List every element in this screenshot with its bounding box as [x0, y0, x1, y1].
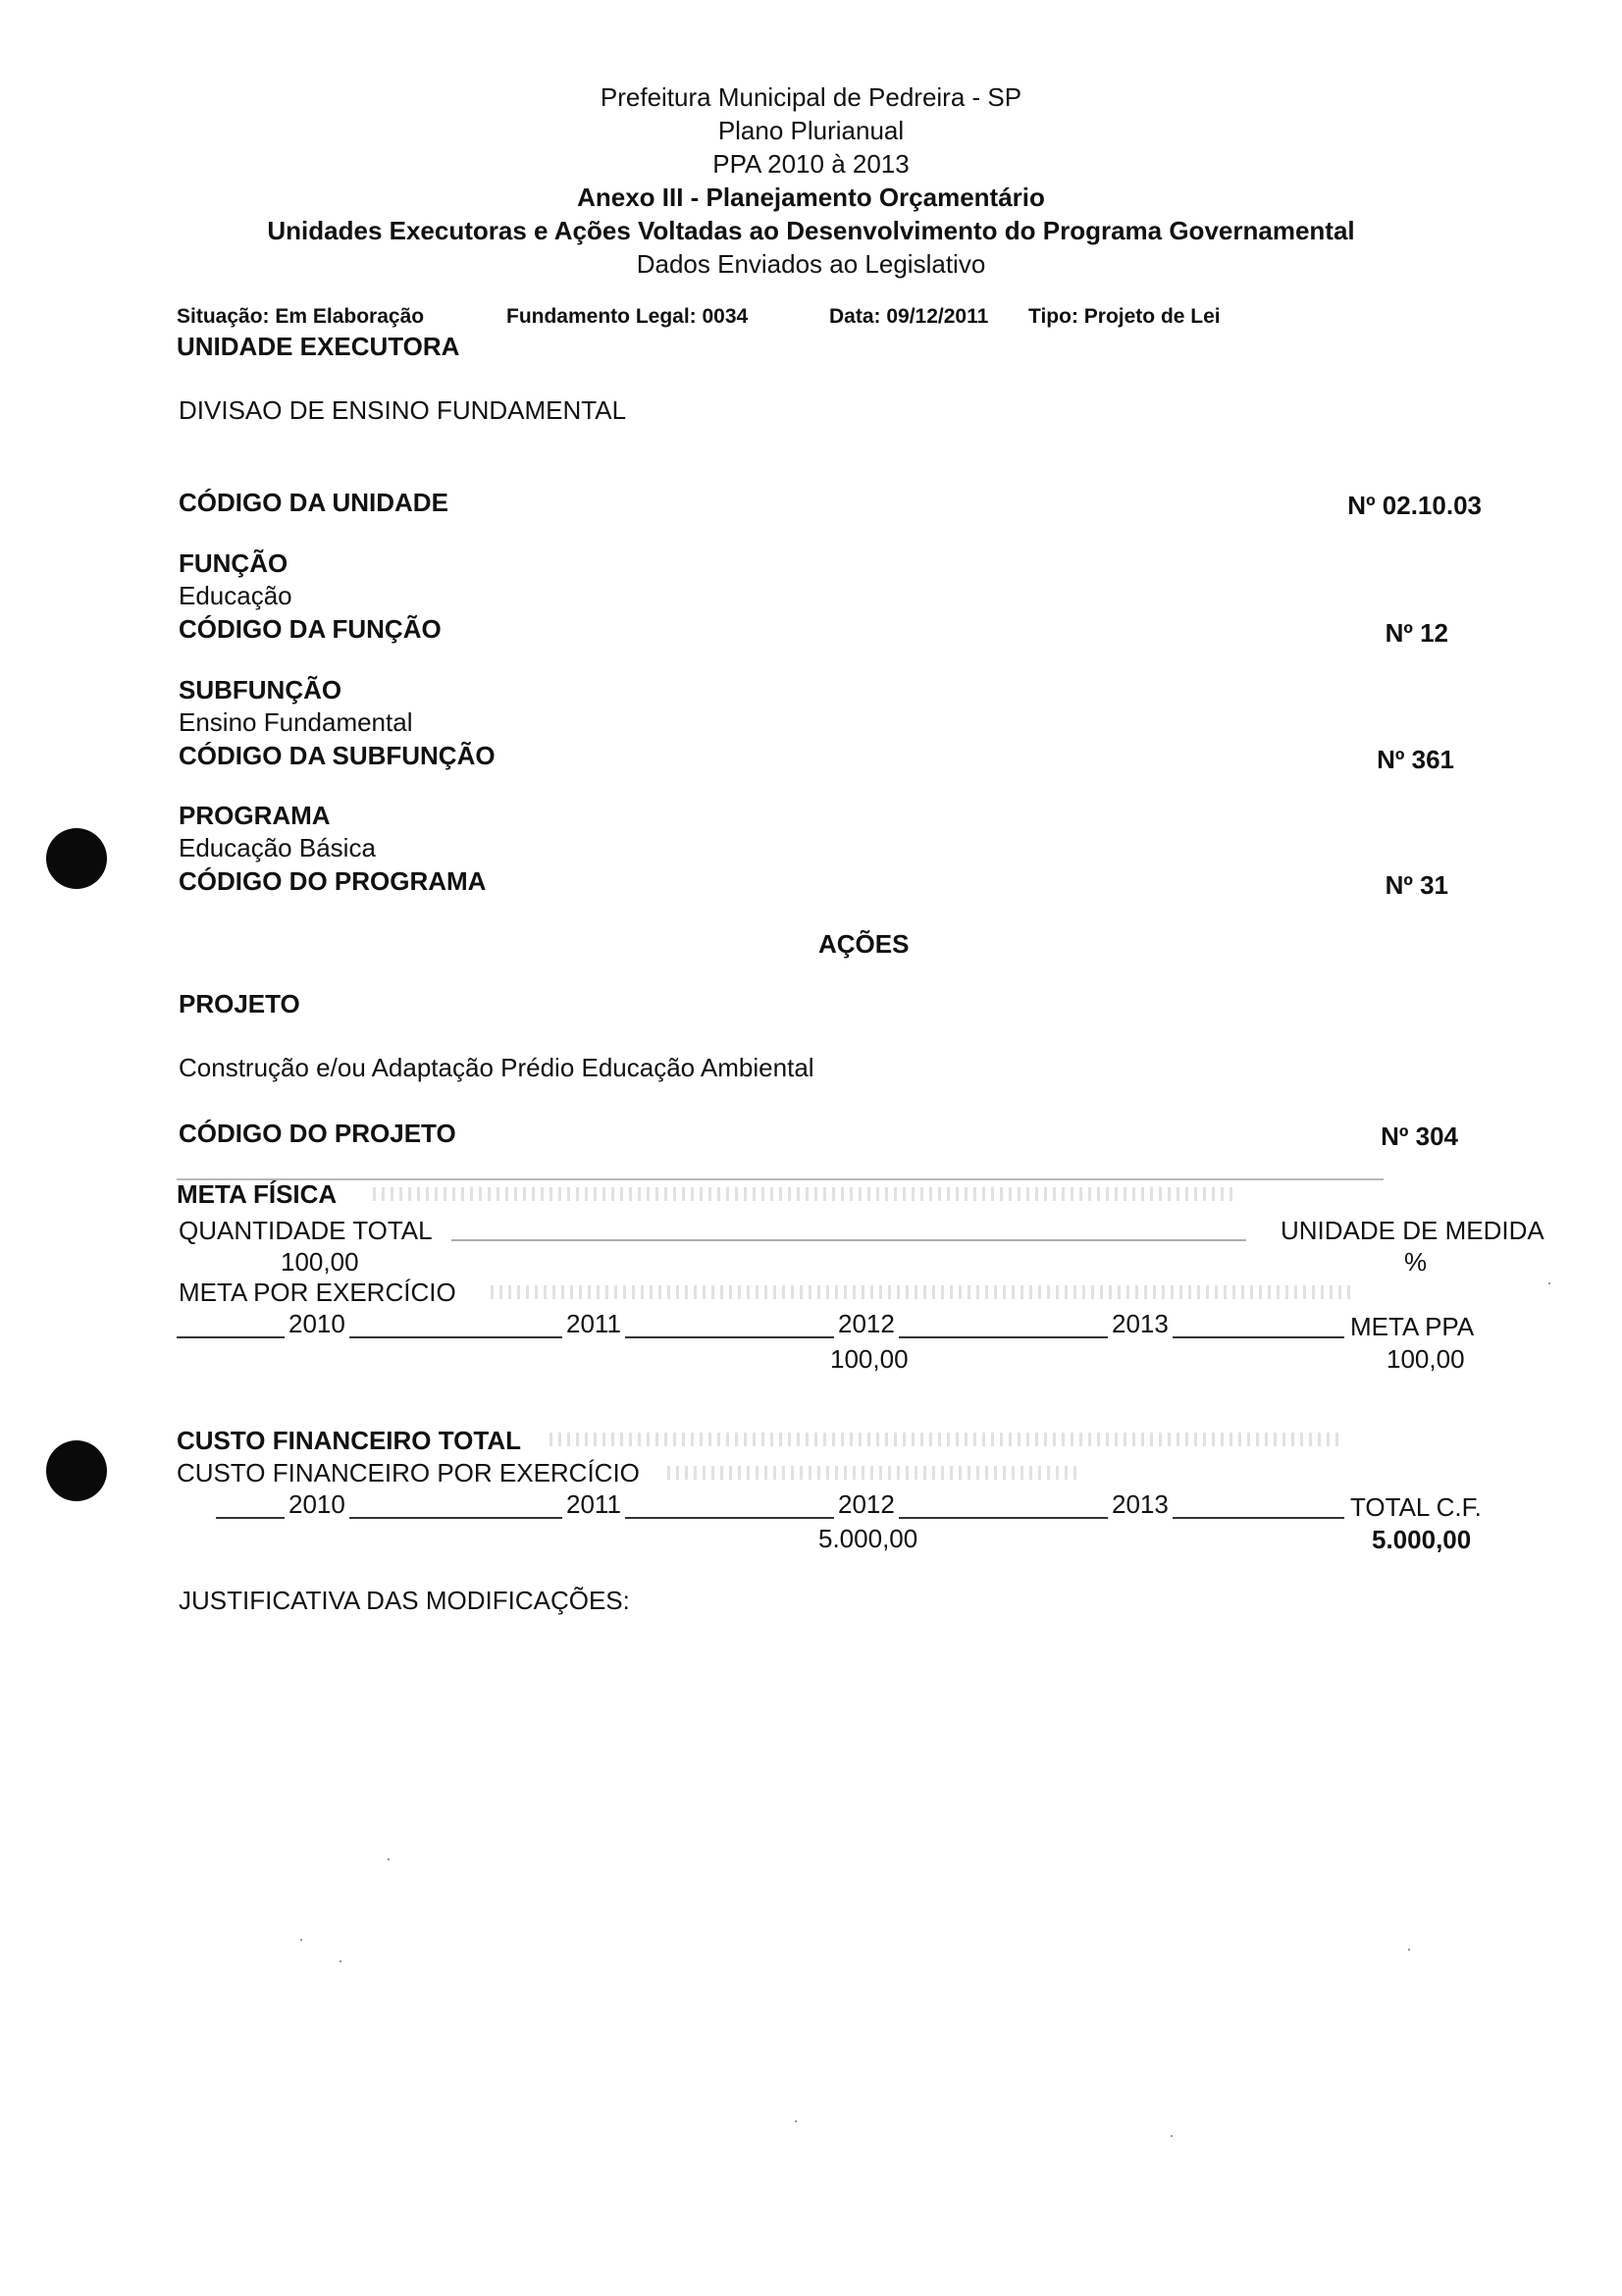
- scan-speck: [340, 1960, 341, 1962]
- custo-years-rule: [216, 1517, 1344, 1519]
- meta-year-2012: 2012: [834, 1309, 899, 1339]
- header-plan: Plano Plurianual: [717, 116, 905, 145]
- projeto-code: Nº 304: [1381, 1122, 1458, 1151]
- header-status: Dados Enviados ao Legislativo: [636, 249, 986, 279]
- meta-year-2011: 2011: [562, 1309, 625, 1339]
- custo-total-value: 5.000,00: [1372, 1525, 1472, 1554]
- programa-heading: PROGRAMA: [179, 801, 331, 830]
- quantidade-dashes: [451, 1239, 1246, 1241]
- subfuncao-code: Nº 361: [1377, 745, 1454, 774]
- data-label: Data: 09/12/2011: [829, 305, 989, 328]
- unidade-name: DIVISAO DE ENSINO FUNDAMENTAL: [179, 395, 627, 425]
- custo-year-2011: 2011: [562, 1489, 625, 1520]
- subfuncao-name: Ensino Fundamental: [179, 707, 413, 737]
- unidade-medida-label: UNIDADE DE MEDIDA: [1281, 1216, 1544, 1245]
- meta-top-rule: [177, 1178, 1384, 1180]
- custo-heading: CUSTO FINANCEIRO TOTAL: [177, 1426, 521, 1455]
- scan-speck: [388, 1858, 390, 1860]
- scan-speck: [1408, 1949, 1410, 1951]
- meta-year-2010: 2010: [285, 1309, 349, 1339]
- meta-heading: META FÍSICA: [177, 1179, 338, 1209]
- funcao-name: Educação: [179, 581, 292, 610]
- programa-name: Educação Básica: [179, 833, 376, 862]
- unidade-heading: UNIDADE EXECUTORA: [177, 332, 460, 361]
- meta-value-2012: 100,00: [830, 1344, 909, 1374]
- projeto-name: Construção e/ou Adaptação Prédio Educação Ambiental: [179, 1053, 814, 1082]
- projeto-code-label: CÓDIGO DO PROJETO: [179, 1119, 456, 1148]
- meta-ppa-label: META PPA: [1346, 1312, 1478, 1342]
- justificativa-label: JUSTIFICATIVA DAS MODIFICAÇÕES:: [179, 1586, 630, 1615]
- fundamento-label: Fundamento Legal: 0034: [506, 305, 749, 328]
- punch-hole-top: [46, 828, 107, 889]
- unidade-code: Nº 02.10.03: [1347, 491, 1482, 520]
- punch-hole-bottom: [46, 1440, 107, 1501]
- header-municipality: Prefeitura Municipal de Pedreira - SP: [600, 82, 1022, 112]
- subfuncao-heading: SUBFUNÇÃO: [179, 675, 342, 704]
- projeto-heading: PROJETO: [179, 989, 300, 1018]
- custo-year-2013: 2013: [1108, 1489, 1173, 1520]
- funcao-code-label: CÓDIGO DA FUNÇÃO: [179, 614, 442, 644]
- funcao-heading: FUNÇÃO: [179, 548, 288, 578]
- scan-noise: [373, 1187, 1236, 1201]
- header-subtitle: Unidades Executoras e Ações Voltadas ao Desenvolvimento do Programa Governamental: [267, 216, 1355, 245]
- custo-total-label: TOTAL C.F.: [1346, 1492, 1486, 1523]
- header-annex: Anexo III - Planejamento Orçamentário: [577, 183, 1045, 212]
- custo-year-2010: 2010: [285, 1489, 349, 1520]
- programa-code-label: CÓDIGO DO PROGRAMA: [179, 866, 487, 896]
- meta-ppa-value: 100,00: [1387, 1344, 1465, 1374]
- custo-year-2012: 2012: [834, 1489, 899, 1520]
- meta-year-2013: 2013: [1108, 1309, 1173, 1339]
- scan-noise: [491, 1285, 1354, 1299]
- situacao-label: Situação: Em Elaboração: [177, 305, 425, 328]
- quantidade-label: QUANTIDADE TOTAL: [179, 1216, 433, 1245]
- unidade-code-label: CÓDIGO DA UNIDADE: [179, 488, 448, 517]
- scan-speck: [1548, 1282, 1550, 1284]
- scan-noise: [549, 1433, 1344, 1446]
- scan-noise: [667, 1466, 1079, 1480]
- programa-code: Nº 31: [1385, 870, 1448, 900]
- quantidade-value: 100,00: [281, 1247, 359, 1277]
- meta-por-exercicio-label: META POR EXERCÍCIO: [179, 1278, 456, 1307]
- custo-value-2012: 5.000,00: [818, 1524, 918, 1553]
- funcao-code: Nº 12: [1385, 618, 1448, 648]
- subfuncao-code-label: CÓDIGO DA SUBFUNÇÃO: [179, 741, 496, 770]
- scan-speck: [795, 2120, 797, 2122]
- scan-speck: [1171, 2135, 1173, 2137]
- acoes-heading: AÇÕES: [818, 929, 910, 959]
- scan-speck: [300, 1939, 302, 1941]
- custo-por-exercicio-label: CUSTO FINANCEIRO POR EXERCÍCIO: [177, 1458, 640, 1487]
- tipo-label: Tipo: Projeto de Lei: [1028, 305, 1221, 328]
- header-period: PPA 2010 à 2013: [712, 149, 910, 179]
- unidade-medida-value: %: [1404, 1247, 1428, 1277]
